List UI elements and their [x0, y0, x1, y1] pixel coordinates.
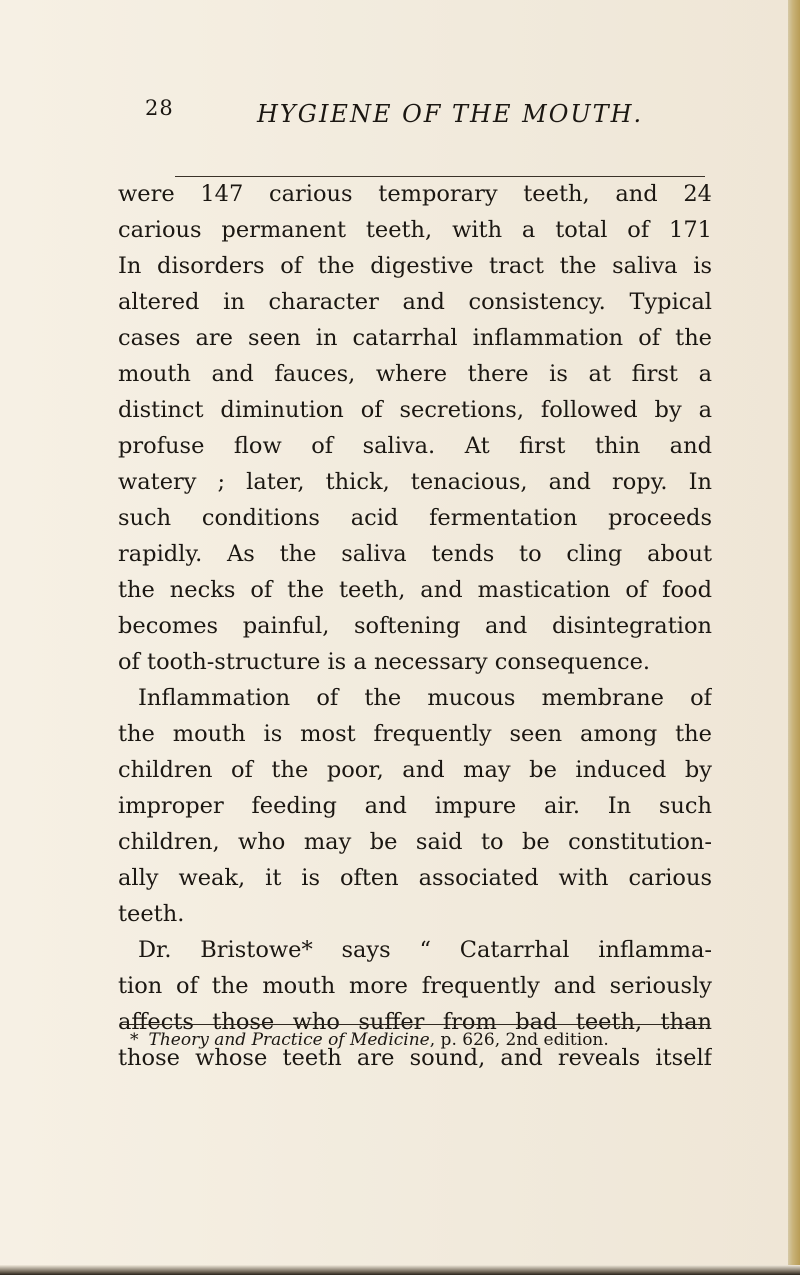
text-line: carious permanent teeth, with a total of 171 [118, 217, 712, 243]
text-line: distinct diminution of secretions, followed by a [118, 397, 712, 423]
body-text [118, 176, 712, 1076]
running-title: HYGIENE OF THE MOUTH. [257, 100, 644, 128]
text-line: those whose teeth are sound, and reveals itself [118, 1045, 712, 1071]
text-line: children, who may be said to be constitution- [118, 829, 712, 855]
text-line: tion of the mouth more frequently and seriously [118, 973, 712, 999]
page-edge-right [788, 0, 800, 1275]
footnote [130, 1029, 609, 1051]
footnote-title: Theory and Practice of Medicine [148, 1030, 430, 1050]
text-line: rapidly. As the saliva tends to cling about [118, 541, 712, 567]
text-line: children of the poor, and may be induced by [118, 757, 712, 783]
text-line: teeth. [118, 901, 185, 927]
paragraph-start-line: Inflammation of the mucous membrane of [138, 685, 712, 711]
text-line: the necks of the teeth, and mastication of food [118, 577, 712, 603]
page-edge-bottom [0, 1265, 800, 1275]
text-line: In disorders of the digestive tract the saliva is [118, 253, 712, 279]
page-header [145, 96, 705, 146]
footnote-mark: * [130, 1030, 139, 1050]
text-line: the mouth is most frequently seen among the [118, 721, 712, 747]
text-line: altered in character and consistency. Typical [118, 289, 712, 315]
text-line: were 147 carious temporary teeth, and 24 [118, 181, 712, 207]
paragraph-start-line: Dr. Bristowe* says “ Catarrhal inflamma- [138, 937, 712, 963]
text-line: watery ; later, thick, tenacious, and ropy. In [118, 469, 712, 495]
text-line: becomes painful, softening and disintegration [118, 613, 712, 639]
text-line: profuse flow of saliva. At first thin and [118, 433, 712, 459]
text-line: of tooth-structure is a necessary consequence. [118, 649, 651, 675]
text-line: mouth and fauces, where there is at first a [118, 361, 712, 387]
text-line: affects those who suffer from bad teeth, than [118, 1009, 712, 1035]
text-line: ally weak, it is often associated with carious [118, 865, 712, 891]
footnote-details: , p. 626, 2nd edition. [429, 1030, 609, 1050]
text-line: such conditions acid fermentation proceeds [118, 505, 712, 531]
text-line: improper feeding and impure air. In such [118, 793, 712, 819]
footnote-rule [120, 1024, 710, 1025]
page-number: 28 [145, 96, 174, 120]
text-line: cases are seen in catarrhal inflammation of the [118, 325, 712, 351]
